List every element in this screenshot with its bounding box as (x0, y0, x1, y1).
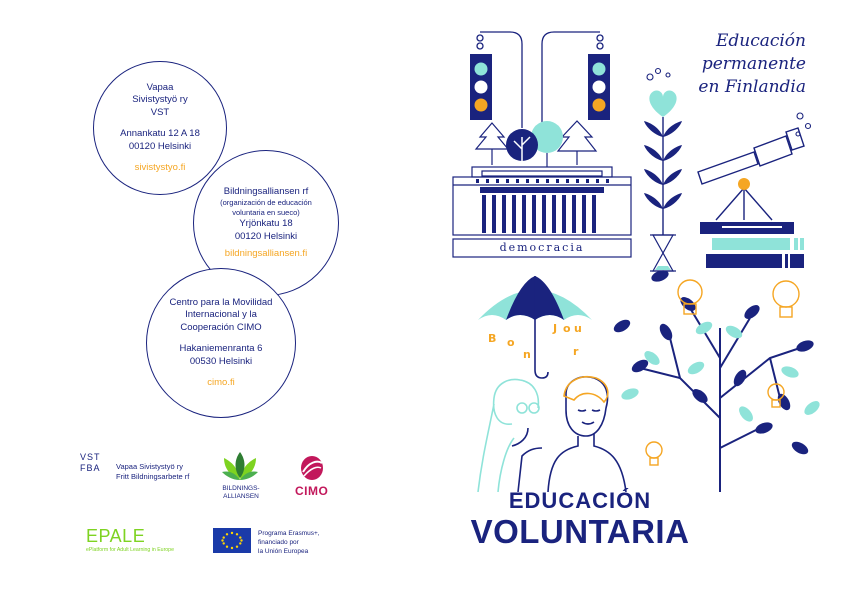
cover-subtitle-line: Educación (715, 31, 806, 51)
contact-address-line: 00120 Helsinki (234, 230, 298, 242)
contact-name-line: Sivistystyö ry (132, 94, 188, 105)
people-illustration (470, 374, 640, 492)
epale-logo-subtitle: ePlatform for Adult Learning in Europe (86, 547, 174, 553)
bonjour-letter: J (553, 322, 558, 335)
bonjour-letter: r (573, 345, 579, 358)
bildningsalliansen-leaf-icon (220, 450, 260, 486)
contact-circle-vst (93, 61, 227, 195)
cover-subtitle-line: en Finlandia (698, 77, 806, 97)
cover-title-line1: EDUCACIÓN (508, 488, 652, 513)
contact-name-line: Centro para la Movilidad (169, 296, 273, 308)
contact-address-line: 00120 Helsinki (128, 140, 192, 152)
contact-name-line: Internacional y la (185, 309, 257, 320)
bildningsalliansen-logo-line: BILDNINGS- (222, 485, 260, 492)
erasmus-logo-line: la Unión Europea (258, 548, 309, 555)
contact-address-line: 00530 Helsinki (189, 355, 253, 367)
bonjour-letter: o (563, 322, 571, 335)
vst-logo-mark: VST FBA (80, 452, 101, 473)
building-label: democracia (499, 241, 585, 254)
heart-plant-illustration (636, 65, 690, 275)
contact-name-line: VST (150, 106, 170, 118)
epale-logo-text: EPALE (86, 526, 146, 546)
vst-logo (80, 452, 110, 492)
bildningsalliansen-logo-line: ALLIANSEN (223, 493, 259, 500)
erasmus-logo-line: financiado por (258, 539, 299, 546)
traffic-lights-illustration (462, 24, 622, 129)
contact-address-line: Annankatu 12 A 18 (120, 128, 200, 139)
telescope-books-illustration (694, 108, 824, 278)
eu-flag-icon (213, 528, 251, 553)
contact-address-line: Yrjönkatu 18 (239, 218, 293, 229)
cimo-swirl-icon (299, 454, 325, 482)
erasmus-logo-text (258, 529, 320, 556)
contact-website-link[interactable]: bildningsalliansen.fi (224, 248, 308, 259)
cimo-logo-text: CIMO (295, 484, 329, 498)
vst-logo-line: Vapaa Sivistystyö ry (116, 462, 183, 471)
cover-title-line2: VOLUNTARIA (470, 513, 690, 550)
contact-website-link[interactable]: sivistystyo.fi (134, 162, 186, 173)
contact-circle-cimo (146, 268, 296, 418)
contact-name-line: Vapaa (146, 81, 174, 93)
bonjour-letter: u (574, 322, 582, 335)
bonjour-letter: n (523, 348, 531, 361)
cover-subtitle (698, 30, 806, 99)
bonjour-letter: B (488, 332, 497, 345)
cover-title (466, 488, 694, 550)
vst-logo-line: Fritt Bildningsarbete rf (116, 472, 190, 481)
cover-subtitle-line: permanente (701, 54, 806, 74)
vst-logo-text (116, 462, 189, 482)
contact-address-line: Hakaniemenranta 6 (179, 343, 263, 354)
contact-note-line: (organización de educación (220, 198, 312, 207)
bonjour-letter: o (507, 336, 515, 349)
contact-website-link[interactable]: cimo.fi (207, 377, 235, 388)
contact-name-line: Bildningsalliansen rf (223, 185, 309, 197)
bildningsalliansen-logo-text (218, 485, 264, 501)
erasmus-logo-line: Programa Erasmus+, (258, 530, 320, 537)
contact-note-line: voluntaria en sueco) (232, 208, 300, 217)
contact-name-line: Cooperación CIMO (180, 321, 262, 333)
